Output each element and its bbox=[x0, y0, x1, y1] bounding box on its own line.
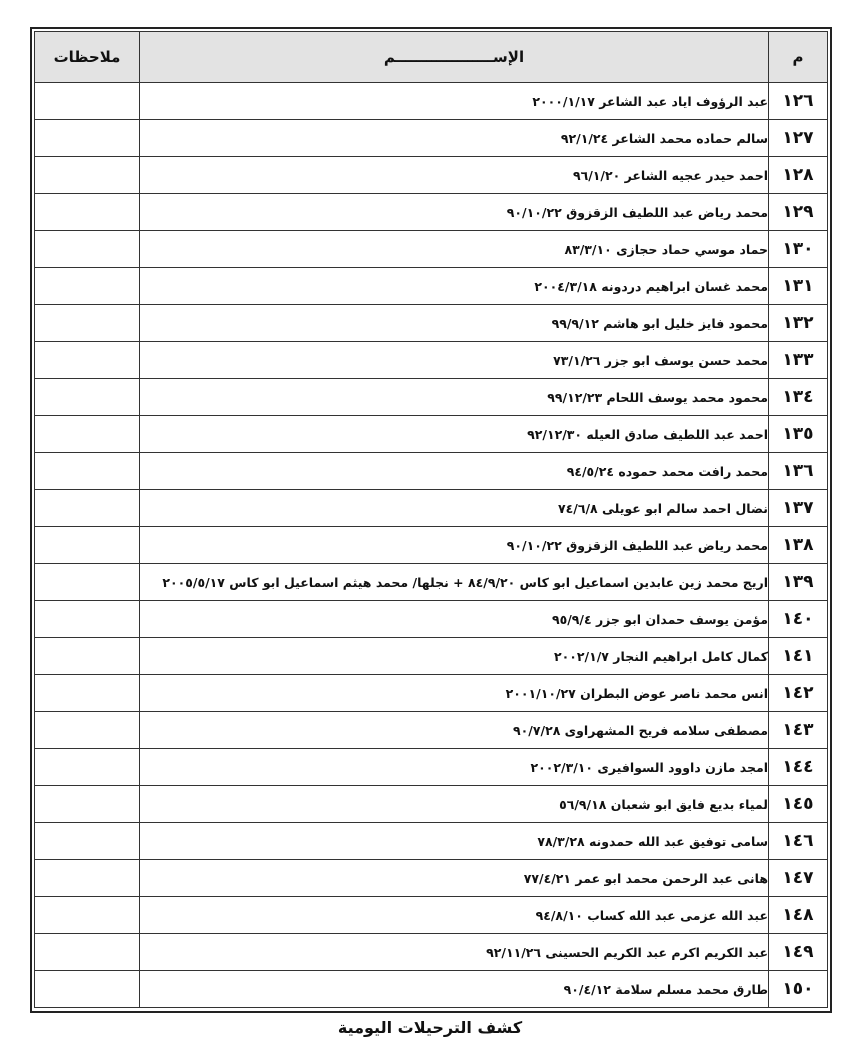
table-row bbox=[35, 157, 828, 194]
header-number: م bbox=[769, 32, 828, 83]
row-number: ١٣٤ bbox=[769, 379, 828, 416]
row-number: ١٣٦ bbox=[769, 453, 828, 490]
row-number: ١٤٣ bbox=[769, 712, 828, 749]
row-notes bbox=[35, 83, 140, 120]
table-row bbox=[35, 786, 828, 823]
row-name: اريج محمد زين عابدين اسماعيل ابو كاس ٨٤/٩/٢٠ + نجلها/ محمد هيثم اسماعيل ابو كاس ٢٠٠٥/٥/١٧ bbox=[140, 564, 769, 601]
table-row bbox=[35, 83, 828, 120]
row-name: محمد رياض عبد اللطيف الزقزوق ٩٠/١٠/٢٢ bbox=[140, 194, 769, 231]
row-name: محمد رياض عبد اللطيف الزقزوق ٩٠/١٠/٢٢ bbox=[140, 527, 769, 564]
row-notes bbox=[35, 157, 140, 194]
table-row bbox=[35, 194, 828, 231]
row-name: احمد حيدر عجيه الشاعر ٩٦/١/٢٠ bbox=[140, 157, 769, 194]
table-row bbox=[35, 305, 828, 342]
row-name: طارق محمد مسلم سلامة ٩٠/٤/١٢ bbox=[140, 971, 769, 1008]
table-row bbox=[35, 120, 828, 157]
table-row bbox=[35, 490, 828, 527]
row-number: ١٤٧ bbox=[769, 860, 828, 897]
row-notes bbox=[35, 379, 140, 416]
row-name: انس محمد ناصر عوض البطران ٢٠٠١/١٠/٢٧ bbox=[140, 675, 769, 712]
row-name: مصطفى سلامه فريح المشهراوى ٩٠/٧/٢٨ bbox=[140, 712, 769, 749]
row-number: ١٣٣ bbox=[769, 342, 828, 379]
table-row bbox=[35, 342, 828, 379]
row-name: هانى عبد الرحمن محمد ابو عمر ٧٧/٤/٢١ bbox=[140, 860, 769, 897]
row-name: سامى توفيق عبد الله حمدونه ٧٨/٣/٢٨ bbox=[140, 823, 769, 860]
row-notes bbox=[35, 675, 140, 712]
table-row bbox=[35, 231, 828, 268]
row-number: ١٢٩ bbox=[769, 194, 828, 231]
row-notes bbox=[35, 860, 140, 897]
row-number: ١٤٨ bbox=[769, 897, 828, 934]
row-number: ١٣٩ bbox=[769, 564, 828, 601]
table-row bbox=[35, 379, 828, 416]
row-number: ١٤٩ bbox=[769, 934, 828, 971]
row-name: حماد موسي حماد حجازى ٨٣/٣/١٠ bbox=[140, 231, 769, 268]
row-notes bbox=[35, 305, 140, 342]
row-notes bbox=[35, 934, 140, 971]
row-name: عبد الرؤوف اياد عبد الشاعر ٢٠٠٠/١/١٧ bbox=[140, 83, 769, 120]
row-notes bbox=[35, 453, 140, 490]
row-number: ١٣٨ bbox=[769, 527, 828, 564]
row-number: ١٤٤ bbox=[769, 749, 828, 786]
page-footer-title: كشف الترحيلات اليومية bbox=[337, 1018, 523, 1037]
table-row bbox=[35, 601, 828, 638]
row-notes bbox=[35, 416, 140, 453]
row-number: ١٣١ bbox=[769, 268, 828, 305]
row-name: سالم حماده محمد الشاعر ٩٢/١/٢٤ bbox=[140, 120, 769, 157]
row-notes bbox=[35, 564, 140, 601]
header-notes: ملاحظات bbox=[35, 32, 140, 83]
table-body bbox=[35, 83, 828, 1008]
row-number: ١٢٧ bbox=[769, 120, 828, 157]
row-number: ١٤١ bbox=[769, 638, 828, 675]
row-number: ١٣٢ bbox=[769, 305, 828, 342]
table-row bbox=[35, 712, 828, 749]
row-notes bbox=[35, 342, 140, 379]
row-notes bbox=[35, 971, 140, 1008]
row-notes bbox=[35, 823, 140, 860]
row-notes bbox=[35, 527, 140, 564]
row-number: ١٤٦ bbox=[769, 823, 828, 860]
row-name: احمد عبد اللطيف صادق العيله ٩٢/١٢/٣٠ bbox=[140, 416, 769, 453]
header-name: الإســـــــــــــــــــم bbox=[140, 32, 769, 83]
row-name: عبد الكريم اكرم عبد الكريم الحسينى ٩٢/١١/٢٦ bbox=[140, 934, 769, 971]
table-row bbox=[35, 527, 828, 564]
table-row bbox=[35, 638, 828, 675]
row-number: ١٤٠ bbox=[769, 601, 828, 638]
row-number: ١٤٢ bbox=[769, 675, 828, 712]
row-number: ١٤٥ bbox=[769, 786, 828, 823]
names-table bbox=[34, 31, 828, 1008]
row-name: محمود فايز خليل ابو هاشم ٩٩/٩/١٢ bbox=[140, 305, 769, 342]
table-row bbox=[35, 971, 828, 1008]
table-row bbox=[35, 453, 828, 490]
row-number: ١٢٦ bbox=[769, 83, 828, 120]
table-row bbox=[35, 749, 828, 786]
row-notes bbox=[35, 712, 140, 749]
row-notes bbox=[35, 490, 140, 527]
table-row bbox=[35, 934, 828, 971]
table-row bbox=[35, 897, 828, 934]
row-name: لمياء بديع فايق ابو شعبان ٥٦/٩/١٨ bbox=[140, 786, 769, 823]
row-notes bbox=[35, 231, 140, 268]
row-name: محمد حسن يوسف ابو جزر ٧٣/١/٢٦ bbox=[140, 342, 769, 379]
table-row bbox=[35, 675, 828, 712]
row-notes bbox=[35, 897, 140, 934]
row-name: نضال احمد سالم ابو عويلى ٧٤/٦/٨ bbox=[140, 490, 769, 527]
row-notes bbox=[35, 120, 140, 157]
row-notes bbox=[35, 638, 140, 675]
table-row bbox=[35, 416, 828, 453]
row-number: ١٣٠ bbox=[769, 231, 828, 268]
row-name: مؤمن يوسف حمدان ابو جزر ٩٥/٩/٤ bbox=[140, 601, 769, 638]
row-number: ١٣٥ bbox=[769, 416, 828, 453]
row-number: ١٥٠ bbox=[769, 971, 828, 1008]
row-number: ١٣٧ bbox=[769, 490, 828, 527]
row-name: محمد رافت محمد حموده ٩٤/٥/٢٤ bbox=[140, 453, 769, 490]
row-name: عبد الله عزمى عبد الله كساب ٩٤/٨/١٠ bbox=[140, 897, 769, 934]
row-notes bbox=[35, 194, 140, 231]
row-notes bbox=[35, 786, 140, 823]
table-row bbox=[35, 823, 828, 860]
row-notes bbox=[35, 268, 140, 305]
table-row bbox=[35, 860, 828, 897]
table-header-row bbox=[35, 32, 828, 83]
table-row bbox=[35, 268, 828, 305]
row-notes bbox=[35, 601, 140, 638]
row-name: كمال كامل ابراهيم النجار ٢٠٠٢/١/٧ bbox=[140, 638, 769, 675]
table-row bbox=[35, 564, 828, 601]
row-number: ١٢٨ bbox=[769, 157, 828, 194]
row-name: محمد غسان ابراهيم دردونه ٢٠٠٤/٣/١٨ bbox=[140, 268, 769, 305]
row-notes bbox=[35, 749, 140, 786]
row-name: محمود محمد يوسف اللحام ٩٩/١٢/٢٣ bbox=[140, 379, 769, 416]
row-name: امجد مازن داوود السوافيرى ٢٠٠٢/٣/١٠ bbox=[140, 749, 769, 786]
